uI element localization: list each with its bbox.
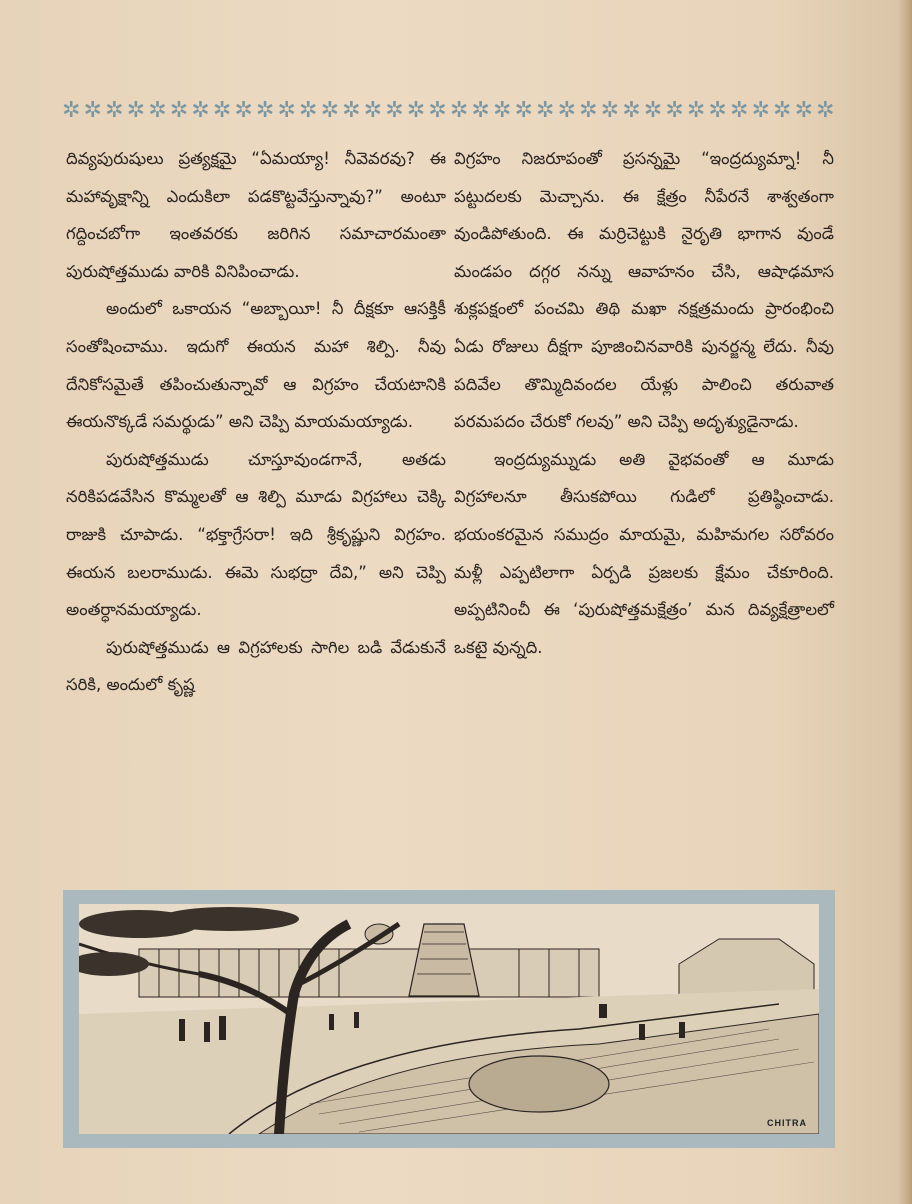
paragraph: విగ్రహం నిజరూపంతో ప్రసన్నమై “ఇంద్రద్యుమ్నా! నీ పట్టుదలకు మెచ్చాను. ఈ క్షేత్రం నీపేరనే శాశ్వతంగా వుండిపోతుంది. ఈ మర్రిచెట్టుకి నైరృతి భాగాన వుండే మండపం దగ్గర నన్ను ఆవాహనం చేసి, ఆషాఢమాస శుక్లపక్షంలో పంచమి తిథి మఖా నక్షత్రమందు ప్రారంభించి ఏడు రోజులు దీక్షగా పూజించినవారికి పునర్జన్మ లేదు. నీవు పదివేల తొమ్మిదివందల యేళ్లు పాలించి తరువాత పరమపదం చేరుకో గలవు” అని చెప్పి అదృశ్యుడైనాడు. [454,149,834,432]
ornament-icon: ✲ [536,98,554,123]
right-text-column [454,140,834,666]
ornament-icon: ✲ [449,98,468,123]
ornament-icon: ✲ [557,98,576,123]
ornament-icon: ✲ [773,98,791,123]
ornament-icon: ✲ [471,98,489,123]
ornament-icon: ✲ [255,98,274,123]
ornamental-border [62,98,834,124]
paragraph: ఇంద్రద్యుమ్నుడు అతి వైభవంతో ఆ మూడు విగ్రహాలనూ తీసుకపోయి గుడిలో ప్రతిష్ఠించాడు. భయంకరమైన సముద్రం మాయమై, మహిమగల సరోవరం మళ్లీ ఎప్పటిలాగా ఏర్పడి ప్రజలకు క్షేమం చేకూరింది. అప్పటినించీ ఈ ‘పురుషోత్తమక్షేత్రం’ మన దివ్యక్షేత్రాలలో ఒకటై వున్నది. [454,449,834,657]
ornament-icon: ✲ [277,98,295,123]
ornament-icon: ✲ [148,98,166,123]
ornament-icon: ✲ [492,98,511,123]
ornament-icon: ✲ [169,98,188,123]
ornament-icon: ✲ [363,98,382,123]
ornament-icon: ✲ [686,98,705,123]
ornament-icon: ✲ [643,98,662,123]
ornament-icon: ✲ [385,98,403,123]
ornament-icon: ✲ [729,98,748,123]
temple-illustration-frame [63,890,835,1148]
ornament-icon: ✲ [816,98,834,123]
ornament-icon: ✲ [191,98,209,123]
ornament-icon: ✲ [751,98,769,123]
ornament-icon: ✲ [320,98,338,123]
ornament-icon: ✲ [794,98,813,123]
page-edge-shadow [898,0,912,1204]
ornament-icon: ✲ [62,98,80,123]
ornament-icon: ✲ [212,98,231,123]
ornament-icon: ✲ [665,98,683,123]
artist-signature: CHITRA [767,1118,807,1128]
left-text-column [66,140,446,704]
paragraph: పురుషోత్తముడు చూస్తూవుండగానే, అతడు నరికిపడవేసిన కొమ్మలతో ఆ శిల్పి మూడు విగ్రహాలు చెక్కి రాజుకి చూపాడు. “భక్తాగ్రేసరా! ఇది శ్రీకృష్ణుని విగ్రహం. ఈయన బలరాముడు. ఈమె సుభద్రా దేవి,” అని చెప్పి అంతర్ధానమయ్యాడు. [66,449,446,620]
ornament-icon: ✲ [514,98,532,123]
ornament-icon: ✲ [83,98,101,123]
ornament-icon: ✲ [342,98,360,123]
ornament-icon: ✲ [126,98,145,123]
temple-illustration [79,904,819,1134]
ornament-icon: ✲ [708,98,726,123]
paragraph: అందులో ఒకాయన “అబ్బాయీ! నీ దీక్షకూ ఆసక్తికీ సంతోషించాము. ఇదుగో ఈయన మహా శిల్పి. నీవు దేనికోసమైతే తపించుతున్నావో ఆ విగ్రహం చేయటానికి ఈయనొక్కడే సమర్థుడు” అని చెప్పి మాయమయ్యాడు. [66,299,446,432]
ornament-icon: ✲ [579,98,597,123]
ornament-icon: ✲ [299,98,317,123]
ornament-icon: ✲ [105,98,123,123]
paragraph: పురుషోత్తముడు ఆ విగ్రహాలకు సాగిల బడి వేడుకునే సరికి, అందులో కృష్ణ [66,637,446,695]
ornament-icon: ✲ [406,98,425,123]
paragraph: దివ్యపురుషులు ప్రత్యక్షమై “ఏమయ్యా! నీవెవరవు? ఈ మహావృక్షాన్ని ఎందుకిలా పడకొట్టవేస్తున్నావు?” అంటూ గద్దించబోగా ఇంతవరకు జరిగిన సమాచారమంతా పురుషోత్తముడు వారికి వినిపించాడు. [66,149,446,281]
ornament-icon: ✲ [622,98,640,123]
ornament-icon: ✲ [234,98,252,123]
ornament-icon: ✲ [600,98,619,123]
ornament-icon: ✲ [428,98,446,123]
